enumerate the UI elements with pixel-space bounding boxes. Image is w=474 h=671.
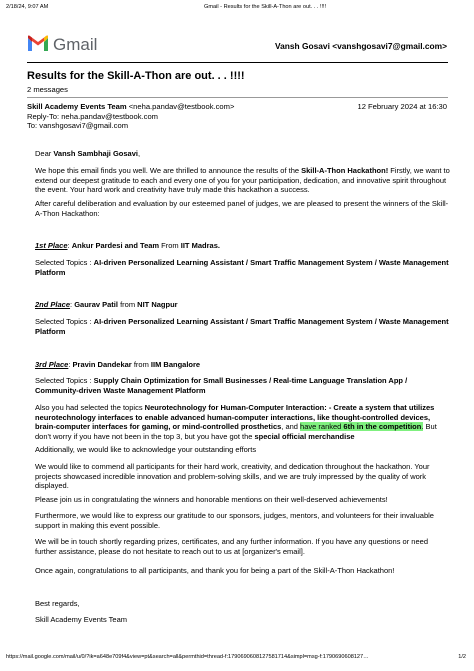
winners-intro-paragraph: After careful deliberation and evaluation by our esteemed panel of judges, we are pleased to present the winners of the Skill-A-Thon Hackathon: xyxy=(35,199,449,218)
second-place-line: 2nd Place: Gaurav Patil from NIT Nagpur xyxy=(35,300,178,309)
congratulate-paragraph: Please join us in congratulating the winners and honorable mentions on their well-deserved achievements! xyxy=(35,495,388,504)
greeting: Dear Vansh Sambhaji Gosavi, xyxy=(35,149,141,158)
rank-highlight: have ranked 6th in the competition. xyxy=(300,422,424,432)
first-place-topics: Selected Topics : AI-driven Personalized Learning Assistant / Smart Traffic Management System / Waste Management Platform xyxy=(35,258,449,277)
second-place-topics: Selected Topics : AI-driven Personalized Learning Assistant / Smart Traffic Management System / Waste Management Platform xyxy=(35,317,449,336)
commend-paragraph: We would like to commend all participants for their hard work, creativity, and dedication throughout the hackathon. Your projects showcased incredible innovation and problem-solving skills, and we are truly impressed by the quality of work displayed. xyxy=(35,462,430,491)
header-divider xyxy=(27,62,448,63)
gratitude-paragraph: Furthermore, we would like to express our gratitude to our sponsors, judges, mentors, and volunteers for their invaluable support in making this event possible. xyxy=(35,511,434,530)
print-page-number: 1/2 xyxy=(458,654,466,660)
thread-subject: Results for the Skill-A-Thon are out. . . !!!! xyxy=(27,70,245,82)
sender-email[interactable]: <neha.pandav@testbook.com> xyxy=(128,102,235,111)
gmail-logo[interactable] xyxy=(27,34,107,56)
message-count: 2 messages xyxy=(27,85,68,94)
first-place-line: 1st Place: Ankur Pardesi and Team From IIT Madras. xyxy=(35,241,220,250)
third-place-topics: Selected Topics : Supply Chain Optimization for Small Businesses / Real-time Language Translation App / Community-driven Waste Management Platform xyxy=(35,376,408,395)
gmail-wordmark: Gmail xyxy=(53,35,98,54)
acknowledgement-paragraph: Additionally, we would like to acknowledge your outstanding efforts xyxy=(35,445,257,454)
signature: Skill Academy Events Team xyxy=(35,615,127,624)
print-datetime: 2/18/24, 9:07 AM xyxy=(6,4,49,10)
reply-to-line: Reply-To: neha.pandav@testbook.com xyxy=(27,111,158,121)
selected-topic-paragraph: Also you had selected the topics Neurotechnology for Human-Computer Interaction: - Create a system that utilizes neurotechnology interfaces to enable advanced human-computer interactions, like thought-controlled devices, brain-computer interfaces for gaming, or mind-controlled prosthetics, and have ranked 6th in the competition. But don't worry if you have not been in the top 3, but you have got the special official merchandise xyxy=(35,403,437,441)
intro-paragraph: We hope this email finds you well. We are thrilled to announce the results of the Skill-A-Thon Hackathon! Firstly, we want to extend our deepest gratitude to each and every one of you for your participation, dedication, and innovative spirit throughout the event. Your hard work and creativity have truly made this hackathon a success. xyxy=(35,166,450,195)
thread-divider xyxy=(27,97,448,98)
closing-paragraph: Once again, congratulations to all participants, and thank you for being a part of the Skill-A-Thon Hackathon! xyxy=(35,566,395,575)
message-date: 12 February 2024 at 16:30 xyxy=(357,102,447,111)
gmail-logo-icon xyxy=(27,35,49,52)
print-title: Gmail - Results for the Skill-A-Thon are out. . . !!!! xyxy=(204,4,327,10)
account-identity: Vansh Gosavi <vanshgosavi7@gmail.com> xyxy=(274,41,447,51)
from-line xyxy=(27,102,234,112)
message-header xyxy=(27,102,234,131)
sender-name[interactable]: Skill Academy Events Team xyxy=(27,102,127,111)
reply-to-address[interactable]: neha.pandav@testbook.com xyxy=(61,111,158,121)
print-url: https://mail.google.com/mail/u/0/?ik=a648e709f4&view=pt&search=all&permthid=thread-f:1790690608127581714&simpl=msg-f:1790690608127… xyxy=(6,654,369,660)
to-line: To: vanshgosavi7@gmail.com xyxy=(27,121,129,130)
third-place-line: 3rd Place: Pravin Dandekar from IIM Bangalore xyxy=(35,360,201,369)
contact-paragraph: We will be in touch shortly regarding prizes, certificates, and any further information. If you have any questions or need further assistance, please do not hesitate to reach out to us at [organizer's email]. xyxy=(35,537,428,556)
recipient-address[interactable]: vanshgosavi7@gmail.com xyxy=(39,121,129,130)
sign-off: Best regards, xyxy=(35,599,80,608)
